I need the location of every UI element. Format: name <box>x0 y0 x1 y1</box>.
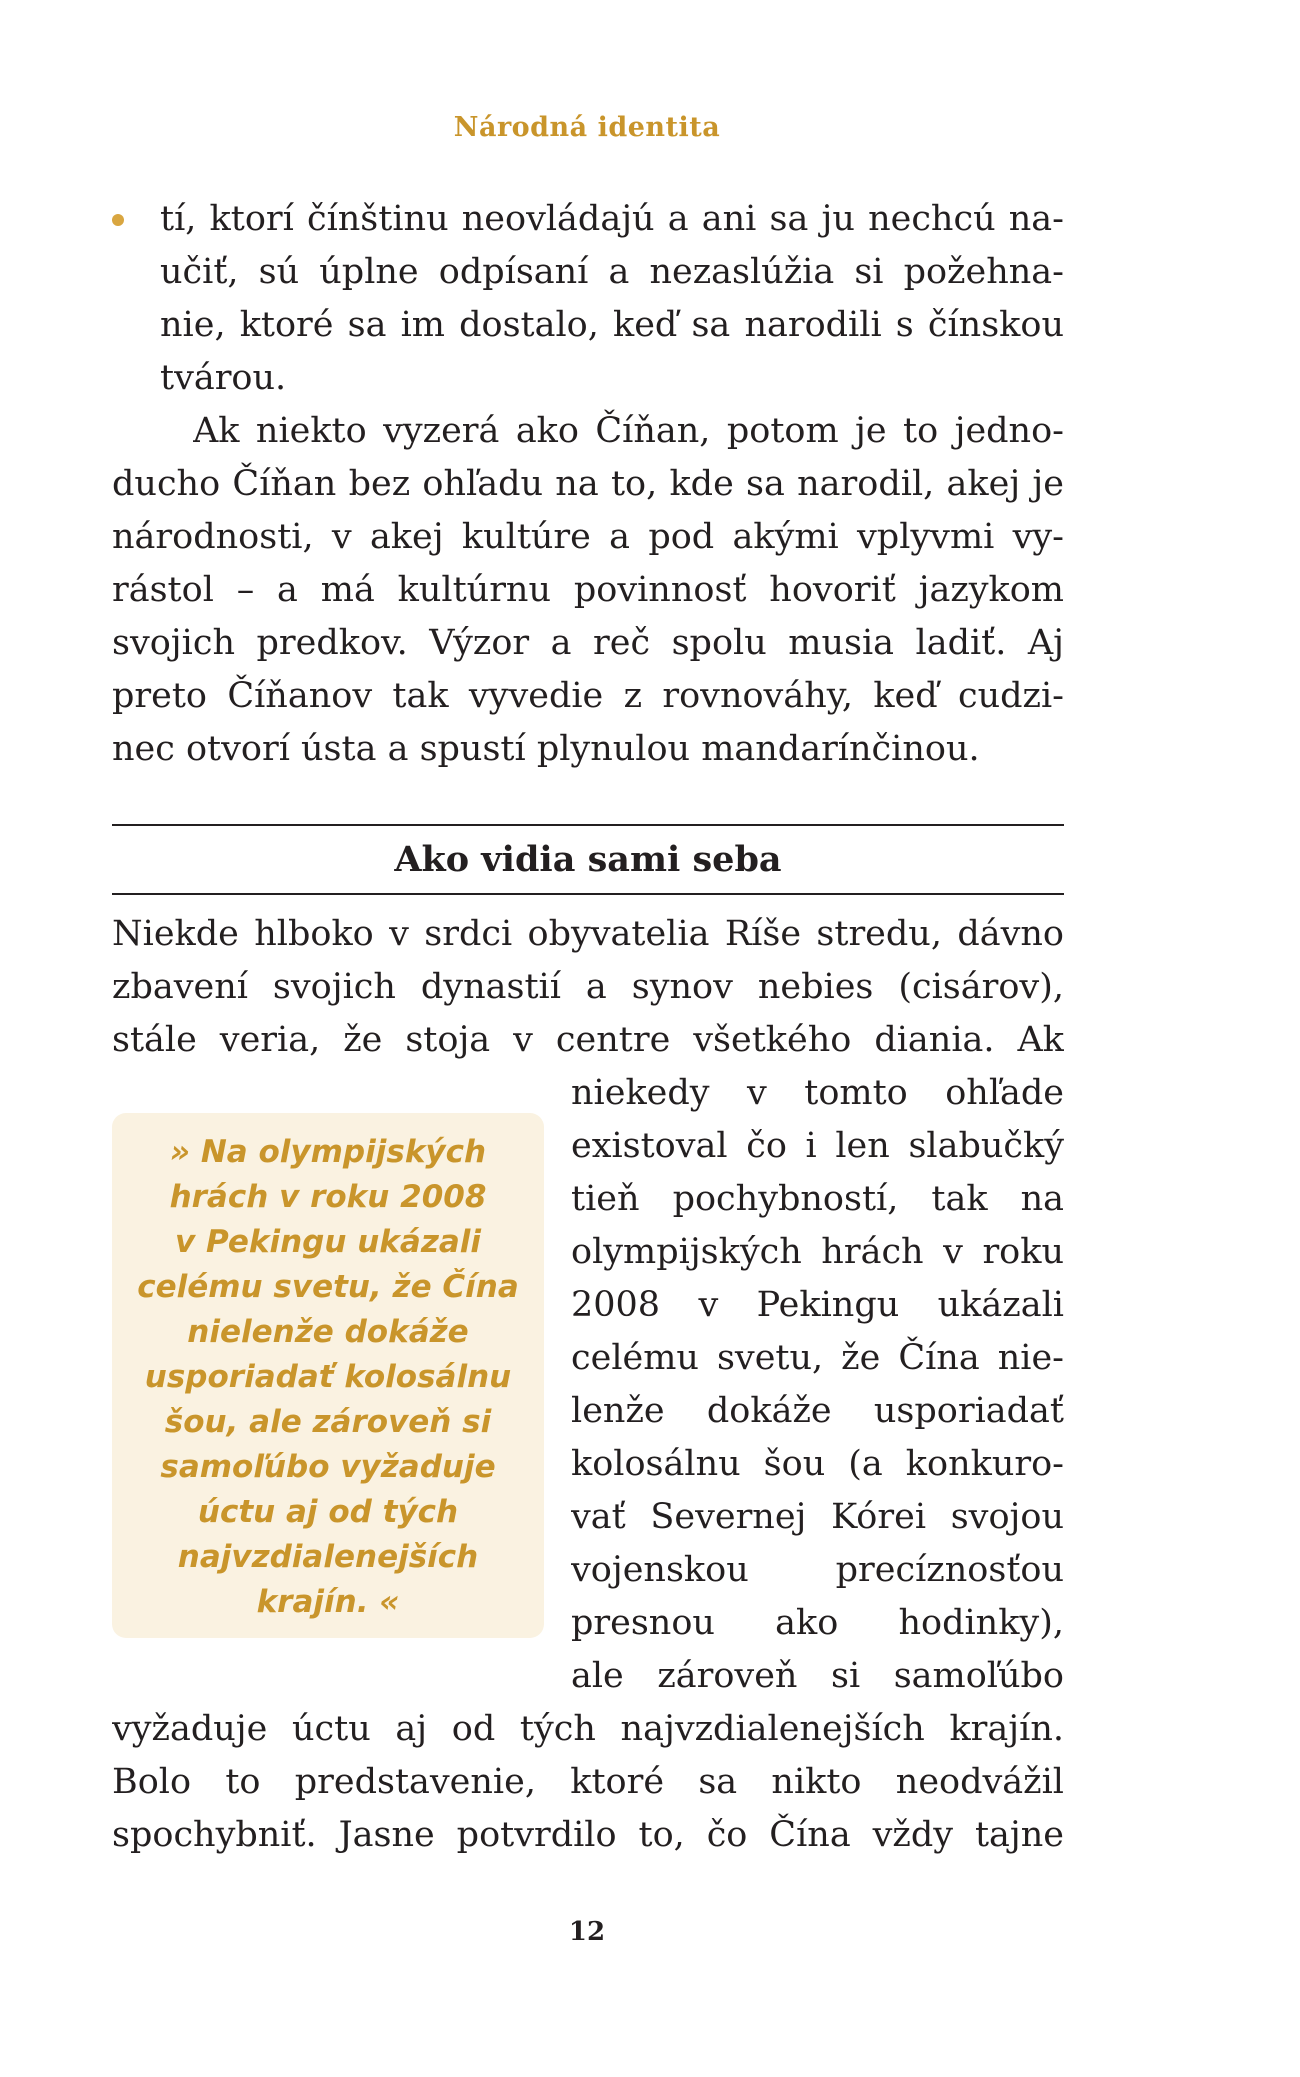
paragraph-line: Niekde hlboko v srdci obyvatelia Ríše stredu, dávno <box>112 914 1064 954</box>
paragraph-line: rástol – a má kultúrnu povinnosť hovoriť jazykom <box>112 570 1064 610</box>
pull-quote-line: usporiadať kolosálnu <box>144 1359 512 1395</box>
pull-quote-line: » Na olympijských <box>169 1134 487 1170</box>
paragraph-line: svojich predkov. Výzor a reč spolu musia ladiť. Aj <box>112 623 1064 663</box>
section-rule-bottom <box>112 893 1064 895</box>
wrapped-line: vojenskou precíznosťou <box>571 1550 1064 1590</box>
pull-quote-line: krajín. « <box>256 1584 400 1620</box>
paragraph-line: stále veria, že stoja v centre všetkého diania. Ak <box>112 1020 1064 1060</box>
paragraph-line: národnosti, v akej kultúre a pod akými vplyvmi vy- <box>112 517 1064 557</box>
wrapped-line: olympijských hrách v roku <box>571 1232 1064 1272</box>
pull-quote-line: celému svetu, že Čína <box>137 1269 519 1305</box>
wrapped-line: presnou ako hodinky), <box>571 1603 1064 1643</box>
paragraph-line: nec otvorí ústa a spustí plynulou mandarínčinou. <box>112 729 980 769</box>
section-title: Ako vidia sami seba <box>394 839 782 880</box>
paragraph-line: spochybniť. Jasne potvrdilo to, čo Čína vždy tajne <box>112 1815 1064 1855</box>
paragraph-line: ducho Číňan bez ohľadu na to, kde sa narodil, akej je <box>112 464 1064 504</box>
pull-quote-line: nielenže dokáže <box>187 1314 469 1350</box>
pull-quote-line: najvzdialenejších <box>177 1539 479 1575</box>
wrapped-line: 2008 v Pekingu ukázali <box>571 1285 1064 1325</box>
wrapped-line: tieň pochybností, tak na <box>571 1179 1064 1219</box>
wrapped-line: vať Severnej Kórei svojou <box>571 1497 1064 1537</box>
bullet-line: nie, ktoré sa im dostalo, keď sa narodili s čínskou <box>160 305 1064 345</box>
wrapped-line: ale zároveň si samoľúbo <box>571 1656 1064 1696</box>
wrapped-line: niekedy v tomto ohľade <box>571 1073 1064 1113</box>
pull-quote-line: samoľúbo vyžaduje <box>160 1449 496 1485</box>
paragraph-line: Bolo to predstavenie, ktoré sa nikto neodvážil <box>112 1762 1064 1802</box>
pull-quote <box>122 1130 534 1625</box>
wrapped-line: lenže dokáže usporiadať <box>571 1391 1064 1431</box>
wrapped-line: kolosálnu šou (a konkuro- <box>571 1444 1064 1484</box>
pull-quote-line: v Pekingu ukázali <box>174 1224 482 1260</box>
bullet-line: učiť, sú úplne odpísaní a nezaslúžia si požehna- <box>160 252 1064 292</box>
paragraph-line: zbavení svojich dynastií a synov nebies (cisárov), <box>112 967 1064 1007</box>
paragraph-line: Ak niekto vyzerá ako Číňan, potom je to jedno- <box>193 411 1064 451</box>
section-rule-top <box>112 824 1064 826</box>
paragraph-line: preto Číňanov tak vyvedie z rovnováhy, keď cudzi- <box>112 676 1064 716</box>
pull-quote-line: šou, ale zároveň si <box>164 1404 492 1440</box>
bullet-point-icon <box>112 214 124 226</box>
pull-quote-line: hrách v roku 2008 <box>169 1179 487 1215</box>
wrapped-line: existoval čo i len slabučký <box>571 1126 1064 1166</box>
bullet-line: tvárou. <box>160 358 287 398</box>
wrapped-line: celému svetu, že Čína nie- <box>571 1338 1064 1378</box>
paragraph-line: vyžaduje úctu aj od tých najvzdialenejších krajín. <box>112 1709 1064 1749</box>
running-head: Národná identita <box>453 112 721 143</box>
pull-quote-line: úctu aj od tých <box>197 1494 459 1530</box>
bullet-line: tí, ktorí čínštinu neovládajú a ani sa ju nechcú na- <box>160 199 1064 239</box>
page-number: 12 <box>568 1917 606 1947</box>
